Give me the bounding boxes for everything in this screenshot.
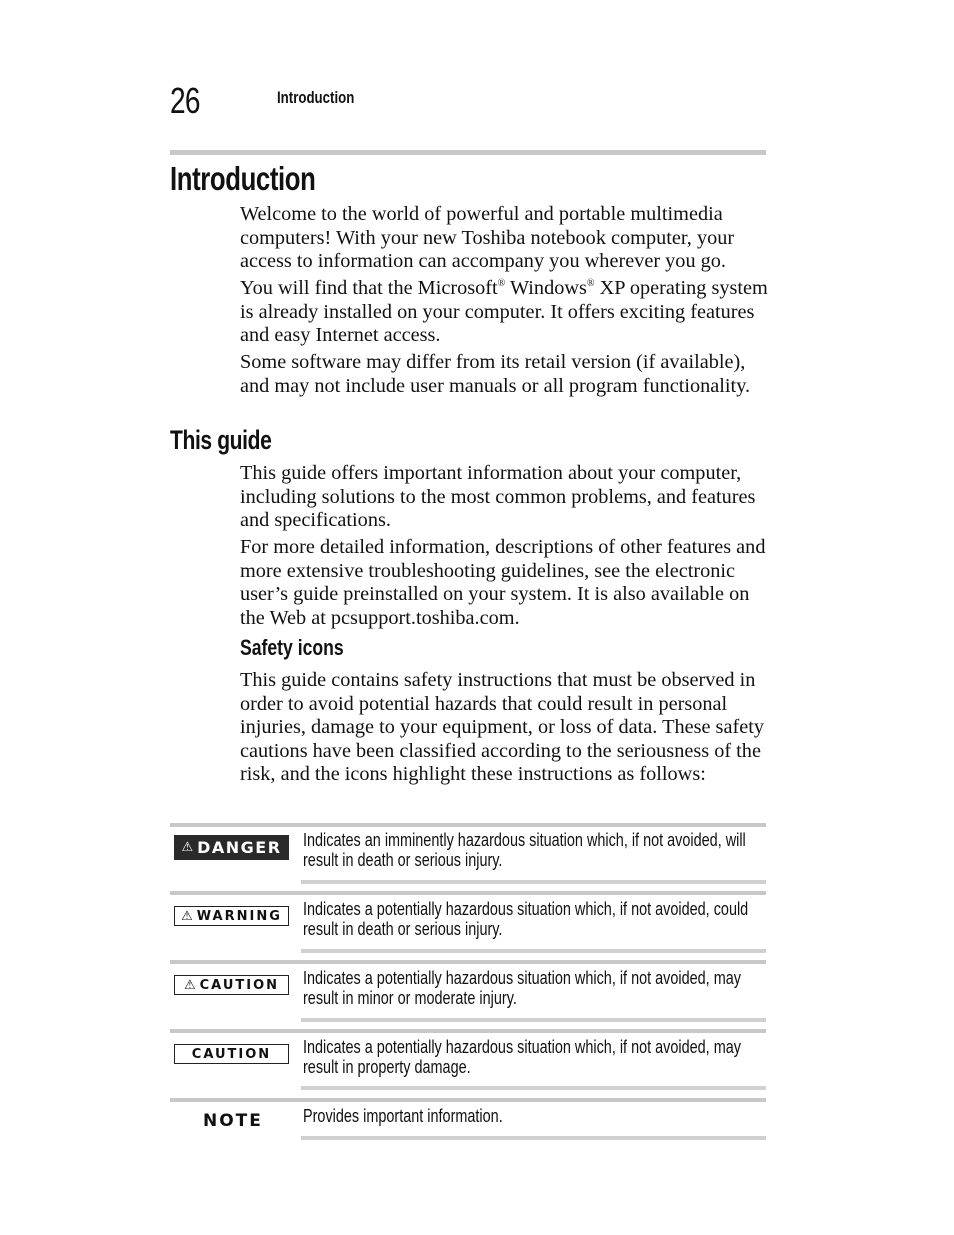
section-title-this-guide: This guide: [170, 425, 272, 455]
safety-paragraph: This guide contains safety instructions that must be observed in order to avoid potential hazards that could result in personal injuries, damage to your equipment, or loss of data. These safety cautions have been classified according to the seriousness of the risk, and the icons highlight these instructions as follows:: [240, 669, 764, 785]
item-top-rule: [170, 1098, 766, 1102]
intro-paragraph-2: You will find that the Microsoft® Windows® XP operating system is already installed on your computer. It offers exciting features and easy Internet access.: [240, 277, 768, 346]
caution-property-description: Indicates a potentially hazardous situation which, if not avoided, may result in property damage.: [303, 1036, 741, 1077]
caution-property-label: CAUTION: [174, 1044, 289, 1064]
guide-paragraph-1: This guide offers important information about your computer, including solutions to the most common problems, and features and specifications.: [240, 462, 756, 531]
item-bottom-rule: [301, 949, 766, 953]
item-top-rule: [170, 823, 766, 827]
warning-triangle-icon: ⚠: [181, 840, 194, 855]
warning-triangle-icon: ⚠: [183, 977, 196, 993]
guide-paragraph-2: For more detailed information, descriptions of other features and more extensive troubleshooting guidelines, see the electronic user’s guide preinstalled on your system. It is also available on the Web at pcsupport.toshiba.com.: [240, 536, 766, 629]
warning-label: ⚠ WARNING: [174, 906, 289, 926]
page-number: 26: [170, 80, 200, 121]
warning-triangle-icon: ⚠: [181, 908, 193, 924]
caution-description: Indicates a potentially hazardous situation which, if not avoided, may result in minor or moderate injury.: [303, 967, 741, 1008]
running-head: Introduction: [277, 88, 355, 107]
danger-label: ⚠ DANGER: [174, 835, 289, 860]
danger-description: Indicates an imminently hazardous situation which, if not avoided, will result in death or serious injury.: [303, 829, 746, 870]
item-bottom-rule: [301, 1136, 766, 1140]
section-rule: [170, 150, 766, 155]
section-title-introduction: Introduction: [170, 160, 316, 197]
intro-paragraph-1: Welcome to the world of powerful and portable multimedia computers! With your new Toshiba notebook computer, your access to information can accompany you wherever you go.: [240, 203, 735, 272]
intro-paragraph-3: Some software may differ from its retail version (if available), and may not include user manuals or all program functionality.: [240, 351, 751, 397]
item-top-rule: [170, 960, 766, 964]
item-bottom-rule: [301, 1018, 766, 1022]
warning-description: Indicates a potentially hazardous situation which, if not avoided, could result in death or serious injury.: [303, 898, 749, 939]
caution-label: ⚠ CAUTION: [174, 975, 289, 995]
subsection-title-safety-icons: Safety icons: [240, 635, 344, 660]
note-description: Provides important information.: [303, 1105, 503, 1126]
item-top-rule: [170, 891, 766, 895]
item-top-rule: [170, 1029, 766, 1033]
item-bottom-rule: [301, 880, 766, 884]
note-label: NOTE: [203, 1111, 263, 1131]
item-bottom-rule: [301, 1086, 766, 1090]
